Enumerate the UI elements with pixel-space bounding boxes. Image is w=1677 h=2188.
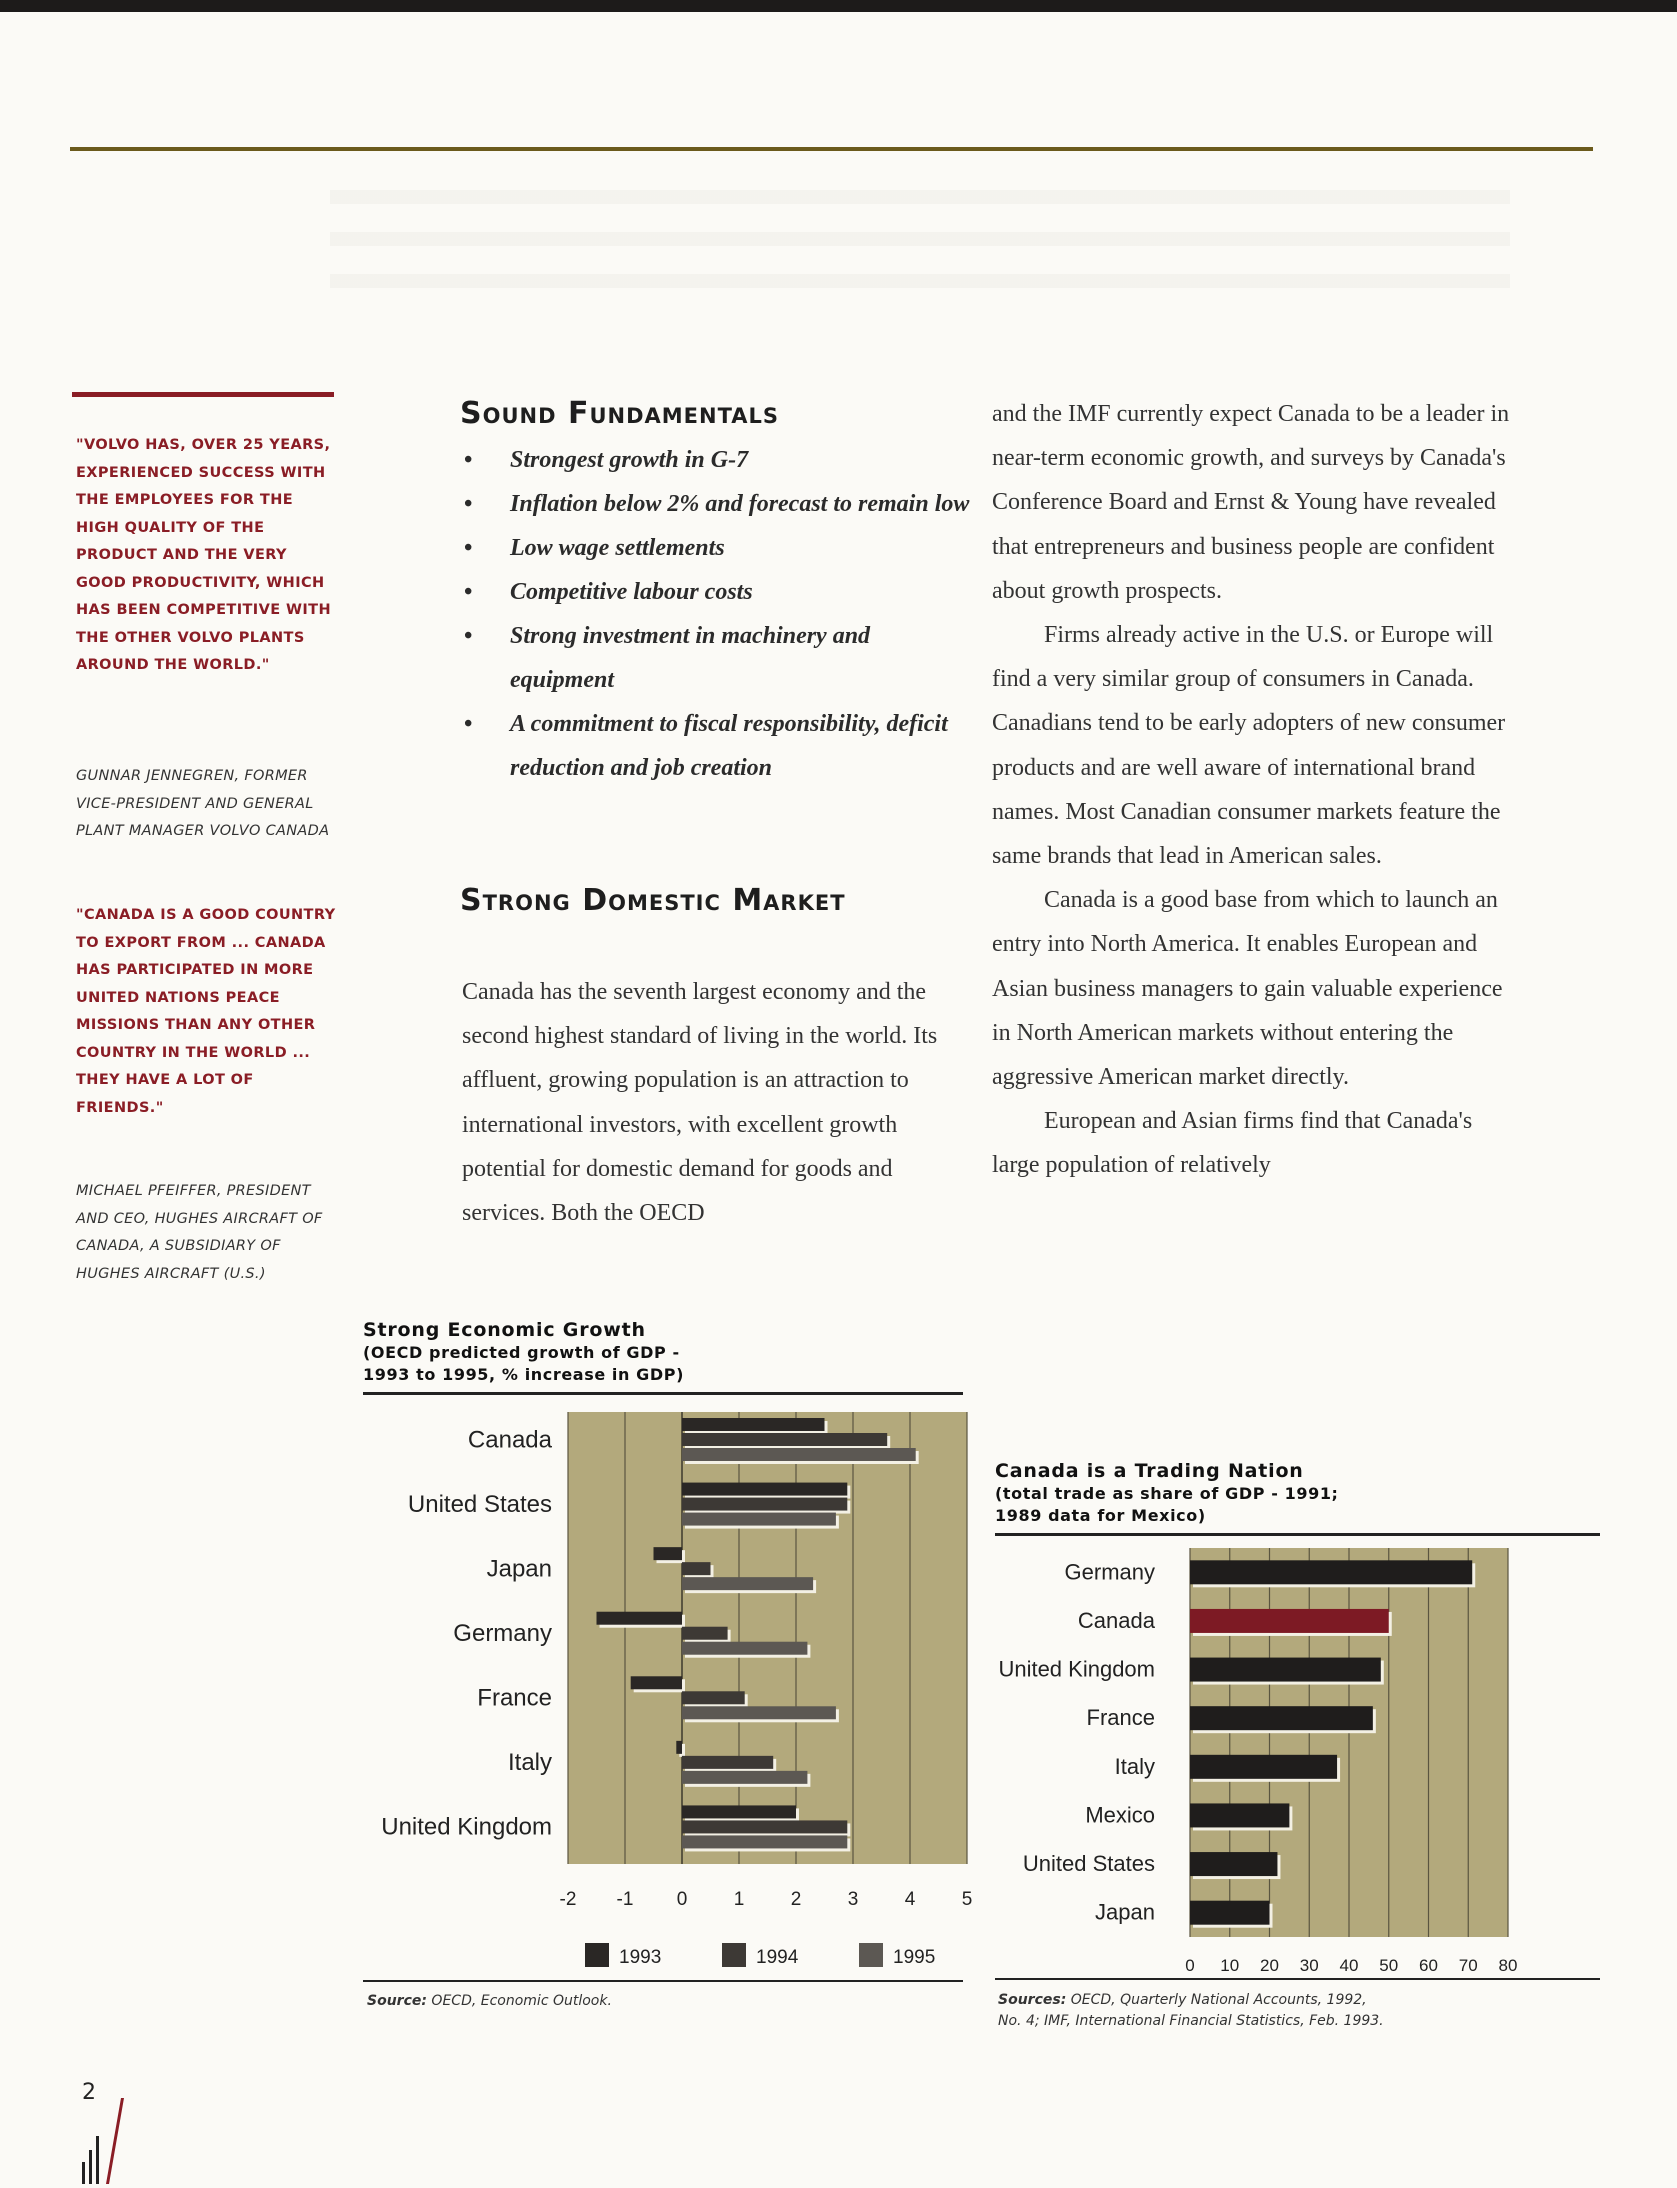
chart1-x-tick-label: 2	[790, 1889, 802, 1910]
chart1-bar	[676, 1741, 682, 1754]
chart2-x-tick-label: 80	[1498, 1956, 1518, 1975]
chart1-subtitle-line2: 1993 to 1995, % increase in GDP)	[363, 1365, 685, 1384]
stripes-logo-icon	[80, 2090, 140, 2186]
chart1-bar	[682, 1498, 847, 1511]
source-label: Sources:	[998, 1992, 1067, 2008]
chart1-legend-label: 1995	[893, 1947, 936, 1968]
chart2-bar	[1190, 1755, 1337, 1779]
chart2-x-tick-label: 0	[1185, 1956, 1195, 1975]
chart2-category-label: United States	[1022, 1851, 1155, 1877]
list-item: • Strongest growth in G-7	[460, 438, 980, 482]
chart1-category-label: France	[477, 1684, 552, 1712]
chart2-title: Canada is a Trading Nation	[995, 1460, 1304, 1482]
chart1-title: Strong Economic Growth	[363, 1319, 646, 1341]
sidebar-attribution-hughes: MICHAEL PFEIFFER, PRESIDENT AND CEO, HUGHES AIRCRAFT OF CANADA, A SUBSIDIARY OF HUGHES AIRCRAFT (U.S.)	[76, 1183, 323, 1282]
heading-sound-fundamentals: Sound Fundamentals	[460, 396, 780, 431]
chart1-bar	[682, 1642, 807, 1655]
chart1-bar	[682, 1691, 745, 1704]
chart2-x-tick-label: 20	[1260, 1956, 1279, 1975]
list-item: • Competitive labour costs	[460, 570, 980, 614]
chart2-x-tick-label: 70	[1458, 1956, 1478, 1975]
source-text: OECD, Economic Outlook.	[431, 1993, 612, 2009]
chart1-legend-label: 1993	[619, 1947, 662, 1968]
chart2-subtitle-line1: (total trade as share of GDP - 1991;	[995, 1484, 1339, 1503]
chart1-bar	[682, 1577, 813, 1590]
chart2-x-tick-label: 50	[1379, 1956, 1399, 1975]
chart1-bar	[682, 1835, 847, 1848]
chart1-bar	[631, 1676, 682, 1689]
chart2-bar	[1190, 1658, 1381, 1682]
chart1-category-label: Italy	[507, 1749, 552, 1777]
chart2-bar	[1190, 1852, 1277, 1876]
chart1-category-label: Canada	[467, 1426, 552, 1454]
chart1-plot-area	[568, 1412, 967, 1864]
chart2-category-label: Japan	[1095, 1899, 1155, 1925]
chart2-x-tick-label: 30	[1299, 1956, 1319, 1975]
chart1-bar	[682, 1483, 847, 1496]
chart1-category-label: Japan	[486, 1555, 552, 1583]
list-item: • A commitment to fiscal responsibility, deficit reduction and job creation	[460, 702, 980, 790]
paragraph: Canada is a good base from which to launch an entry into North America. It enables European and Asian business managers to gain valuable experience in North American markets without entering the aggressive American market directly.	[992, 887, 1503, 1091]
chart1-legend-swatch	[722, 1943, 746, 1967]
chart1-legend-swatch	[585, 1943, 609, 1967]
chart2-bar	[1190, 1803, 1289, 1827]
chart1-category-label: United States	[407, 1490, 552, 1518]
chart1-bar	[682, 1771, 807, 1784]
chart1-bar	[682, 1706, 836, 1719]
chart2-bar	[1190, 1706, 1373, 1730]
sidebar-attribution-volvo: GUNNAR JENNEGREN, FORMER VICE-PRESIDENT AND GENERAL PLANT MANAGER VOLVO CANADA	[76, 768, 330, 839]
chart2-x-tick-label: 40	[1339, 1956, 1359, 1975]
source-text-line1: OECD, Quarterly National Accounts, 1992,	[1070, 1992, 1367, 2008]
chart2-category-label: United Kingdom	[998, 1656, 1155, 1682]
source-text-line2: No. 4; IMF, International Financial Statistics, Feb. 1993.	[998, 2013, 1384, 2029]
chart2-bar	[1190, 1609, 1389, 1633]
chart2-x-tick-label: 60	[1419, 1956, 1438, 1975]
chart1-legend-label: 1994	[756, 1947, 799, 1968]
chart1-subtitle-line1: (OECD predicted growth of GDP -	[363, 1343, 680, 1362]
chart1-category-label: Germany	[453, 1620, 552, 1647]
page-number: 2	[82, 2080, 96, 2105]
chart1-bar	[682, 1820, 847, 1833]
chart1-x-tick-label: 1	[733, 1889, 745, 1910]
chart1-x-tick-label: -1	[616, 1889, 634, 1910]
chart1-bar	[682, 1448, 916, 1461]
paragraph: Firms already active in the U.S. or Europe will find a very similar group of consumers in Canada. Canadians tend to be early adopters of new consumer products and are well aware of international brand names. Most Canadian consumer markets feature the same brands that lead in American sales.	[992, 622, 1506, 870]
chart1-bar	[682, 1418, 825, 1431]
chart2-x-tick-label: 10	[1220, 1956, 1240, 1975]
chart1-x-tick-label: 3	[847, 1889, 859, 1910]
chart2-category-label: France	[1086, 1705, 1155, 1731]
chart2-category-label: Germany	[1064, 1559, 1155, 1585]
chart1-bar	[682, 1433, 887, 1446]
chart1-x-tick-label: 5	[961, 1889, 973, 1910]
chart1-bar	[682, 1756, 773, 1769]
chart2-bar	[1190, 1901, 1270, 1925]
chart1-x-tick-label: 0	[676, 1889, 688, 1910]
chart1-legend-swatch	[859, 1943, 883, 1967]
paragraph: European and Asian firms find that Canada's large population of relatively	[992, 1108, 1473, 1179]
chart1-bar	[682, 1513, 836, 1526]
chart2-category-label: Mexico	[1085, 1802, 1155, 1828]
source-label: Source:	[367, 1993, 427, 2009]
list-item: • Low wage settlements	[460, 526, 980, 570]
chart1-category-label: United Kingdom	[381, 1813, 552, 1841]
chart2-bar	[1190, 1560, 1472, 1584]
sidebar-quote-hughes: "CANADA IS A GOOD COUNTRY TO EXPORT FROM ... CANADA HAS PARTICIPATED IN MORE UNITED NATIONS PEACE MISSIONS THAN ANY OTHER COUNTRY IN THE WORLD ... THEY HAVE A LOT OF FRIENDS."	[76, 907, 336, 1116]
chart1-x-tick-label: -2	[559, 1889, 577, 1910]
chart1-bar	[682, 1627, 728, 1640]
heading-strong-domestic-market: Strong Domestic Market	[460, 883, 846, 918]
chart2-category-label: Italy	[1114, 1753, 1155, 1779]
list-item: • Inflation below 2% and forecast to remain low	[460, 482, 980, 526]
domestic-market-paragraph: Canada has the seventh largest economy and the second highest standard of living in the world. Its affluent, growing population is an attraction to international investors, with excellent growth potential for domestic demand for goods and services. Both the OECD	[462, 979, 938, 1227]
chart2-category-label: Canada	[1077, 1607, 1155, 1633]
sidebar-quote-volvo: "VOLVO HAS, OVER 25 YEARS, EXPERIENCED SUCCESS WITH THE EMPLOYEES FOR THE HIGH QUALITY OF THE PRODUCT AND THE VERY GOOD PRODUCTIVITY, WHICH HAS BEEN COMPETITIVE WITH THE OTHER VOLVO PLANTS AROUND THE WORLD."	[76, 437, 331, 673]
list-item: • Strong investment in machinery and equipment	[460, 614, 980, 702]
paragraph: and the IMF currently expect Canada to be a leader in near-term economic growth, and surveys by Canada's Conference Board and Ernst & Young have revealed that entrepreneurs and business people are confident about growth prospects.	[992, 401, 1510, 604]
chart1-bar	[654, 1547, 683, 1560]
chart1-x-tick-label: 4	[904, 1889, 916, 1910]
chart1-bar	[597, 1612, 683, 1625]
chart1-bar	[682, 1805, 796, 1818]
chart2-subtitle-line2: 1989 data for Mexico)	[995, 1506, 1206, 1525]
chart1-bar	[682, 1562, 711, 1575]
